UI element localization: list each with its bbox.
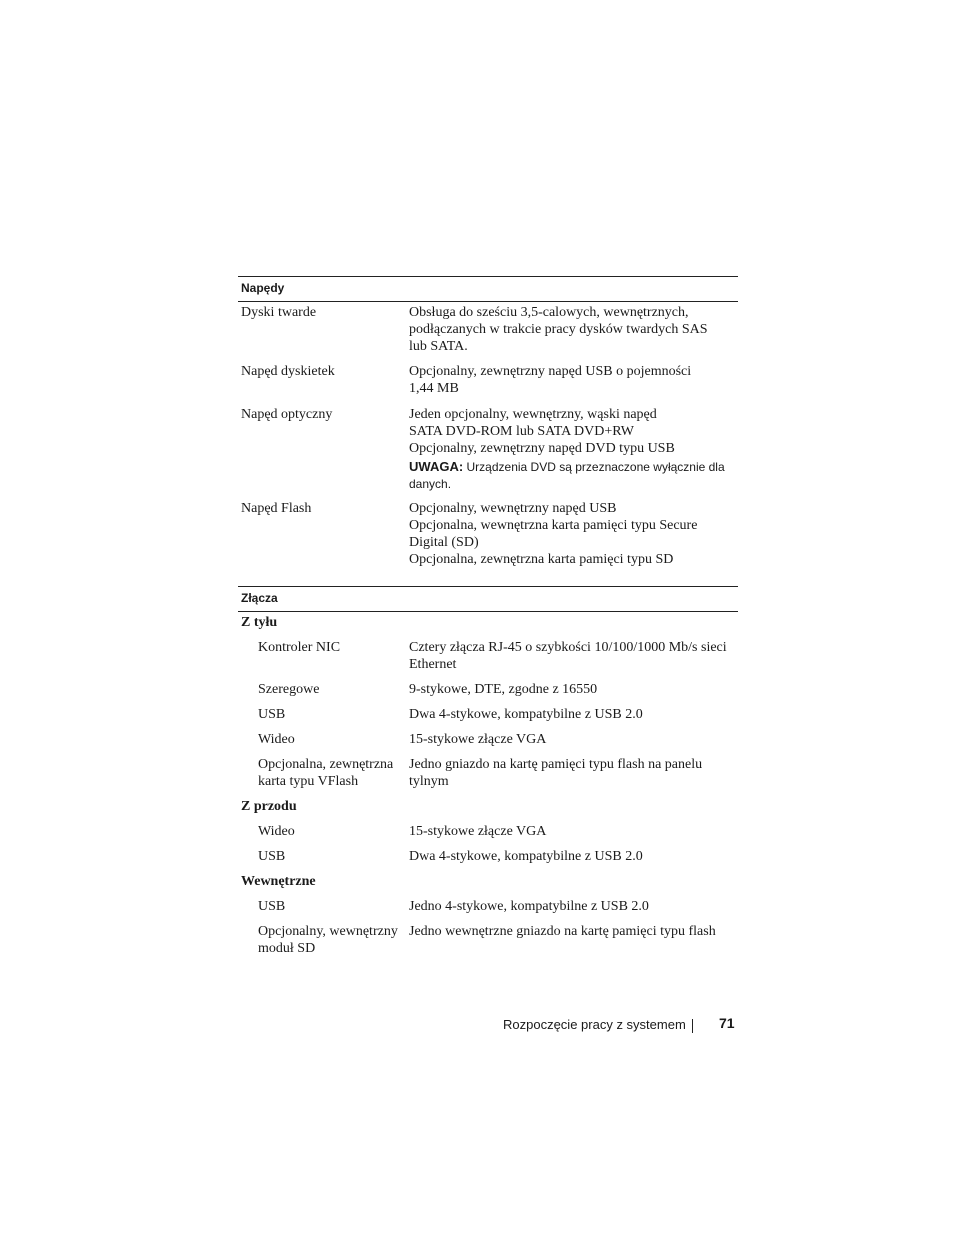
value-line: tylnym [409, 774, 449, 789]
note-label: UWAGA: [409, 459, 464, 474]
section-header-connectors: Złącza [238, 586, 738, 612]
label-line: karta typu VFlash [258, 774, 359, 789]
spec-value: Dwa 4-stykowe, kompatybilne z USB 2.0 [409, 849, 643, 864]
spec-row-hdd [238, 304, 738, 355]
spec-table [238, 276, 738, 957]
spec-row-flash [238, 500, 738, 568]
spec-label: USB [258, 849, 286, 864]
value-line: Jedno gniazdo na kartę pamięci typu flash na panelu [409, 757, 703, 772]
footer-title: Rozpoczęcie pracy z systemem [503, 1017, 686, 1032]
spec-value [406, 639, 736, 673]
spec-label: Napęd dyskietek [241, 364, 335, 379]
spec-label: Wideo [258, 824, 295, 839]
spec-row-video-rear [238, 731, 738, 748]
value-line: SATA DVD-ROM lub SATA DVD+RW [409, 424, 635, 439]
spec-value [406, 406, 736, 493]
spec-row-usb-internal [238, 898, 738, 915]
spec-row-sd-module [238, 923, 738, 957]
value-line: Opcjonalny, zewnętrzny napęd USB o pojemności [409, 364, 692, 379]
spec-row-nic [238, 639, 738, 673]
section-header-drives: Napędy [238, 276, 738, 302]
subsection-rear: Z tyłu [241, 615, 278, 630]
label-line: Opcjonalna, zewnętrzna [258, 757, 394, 772]
spec-label: Napęd Flash [241, 501, 312, 516]
note-text: danych. [409, 477, 452, 491]
spec-row-usb-front [238, 848, 738, 865]
value-line: Obsługa do sześciu 3,5-calowych, wewnętrznych, [409, 305, 689, 320]
spec-value [406, 756, 736, 790]
value-line: lub SATA. [409, 339, 468, 354]
value-line: Cztery złącza RJ-45 o szybkości 10/100/1000 Mb/s sieci [409, 640, 727, 655]
footer-divider [692, 1019, 693, 1033]
spec-value [406, 304, 736, 355]
value-line: Opcjonalna, zewnętrzna karta pamięci typu SD [409, 552, 674, 567]
spec-label: Napęd optyczny [241, 407, 333, 422]
label-line: Opcjonalny, wewnętrzny [258, 924, 398, 939]
spec-label: USB [258, 899, 286, 914]
spec-value: Dwa 4-stykowe, kompatybilne z USB 2.0 [409, 707, 643, 722]
value-line: Ethernet [409, 657, 457, 672]
value-line: 1,44 MB [409, 381, 459, 396]
spec-label: USB [258, 707, 286, 722]
note [409, 458, 736, 493]
spec-row-usb-rear [238, 706, 738, 723]
spec-row-optical [238, 406, 738, 493]
spec-label [238, 756, 406, 790]
subsection-front: Z przodu [241, 799, 297, 814]
value-line: Opcjonalny, zewnętrzny napęd DVD typu USB [409, 441, 675, 456]
spec-row-serial [238, 681, 738, 698]
spec-row-vflash [238, 756, 738, 790]
spec-row-floppy [238, 363, 738, 397]
value-line: Opcjonalna, wewnętrzna karta pamięci typu Secure [409, 518, 698, 533]
spec-value: 15-stykowe złącze VGA [409, 824, 547, 839]
spec-value: Jedno wewnętrzne gniazdo na kartę pamięci typu flash [409, 924, 716, 939]
subsection-internal: Wewnętrzne [241, 874, 316, 889]
value-line: Opcjonalny, wewnętrzny napęd USB [409, 501, 617, 516]
spec-row-video-front [238, 823, 738, 840]
label-line: moduł SD [258, 941, 316, 956]
spec-label: Wideo [258, 732, 295, 747]
spec-label: Kontroler NIC [258, 640, 341, 655]
spec-value: Jedno 4-stykowe, kompatybilne z USB 2.0 [409, 899, 649, 914]
value-line: Digital (SD) [409, 535, 479, 550]
value-line: podłączanych w trakcie pracy dysków twardych SAS [409, 322, 708, 337]
value-line: Jeden opcjonalny, wewnętrzny, wąski napęd [409, 407, 657, 422]
spec-value: 9-stykowe, DTE, zgodne z 16550 [409, 682, 598, 697]
page-number: 71 [719, 1015, 735, 1031]
spec-label: Dyski twarde [241, 305, 317, 320]
spec-value [406, 363, 736, 397]
spec-label [238, 923, 406, 957]
spec-value: 15-stykowe złącze VGA [409, 732, 547, 747]
spec-value [406, 500, 736, 568]
note-text: Urządzenia DVD są przeznaczone wyłącznie dla [466, 460, 725, 474]
spec-label: Szeregowe [258, 682, 320, 697]
